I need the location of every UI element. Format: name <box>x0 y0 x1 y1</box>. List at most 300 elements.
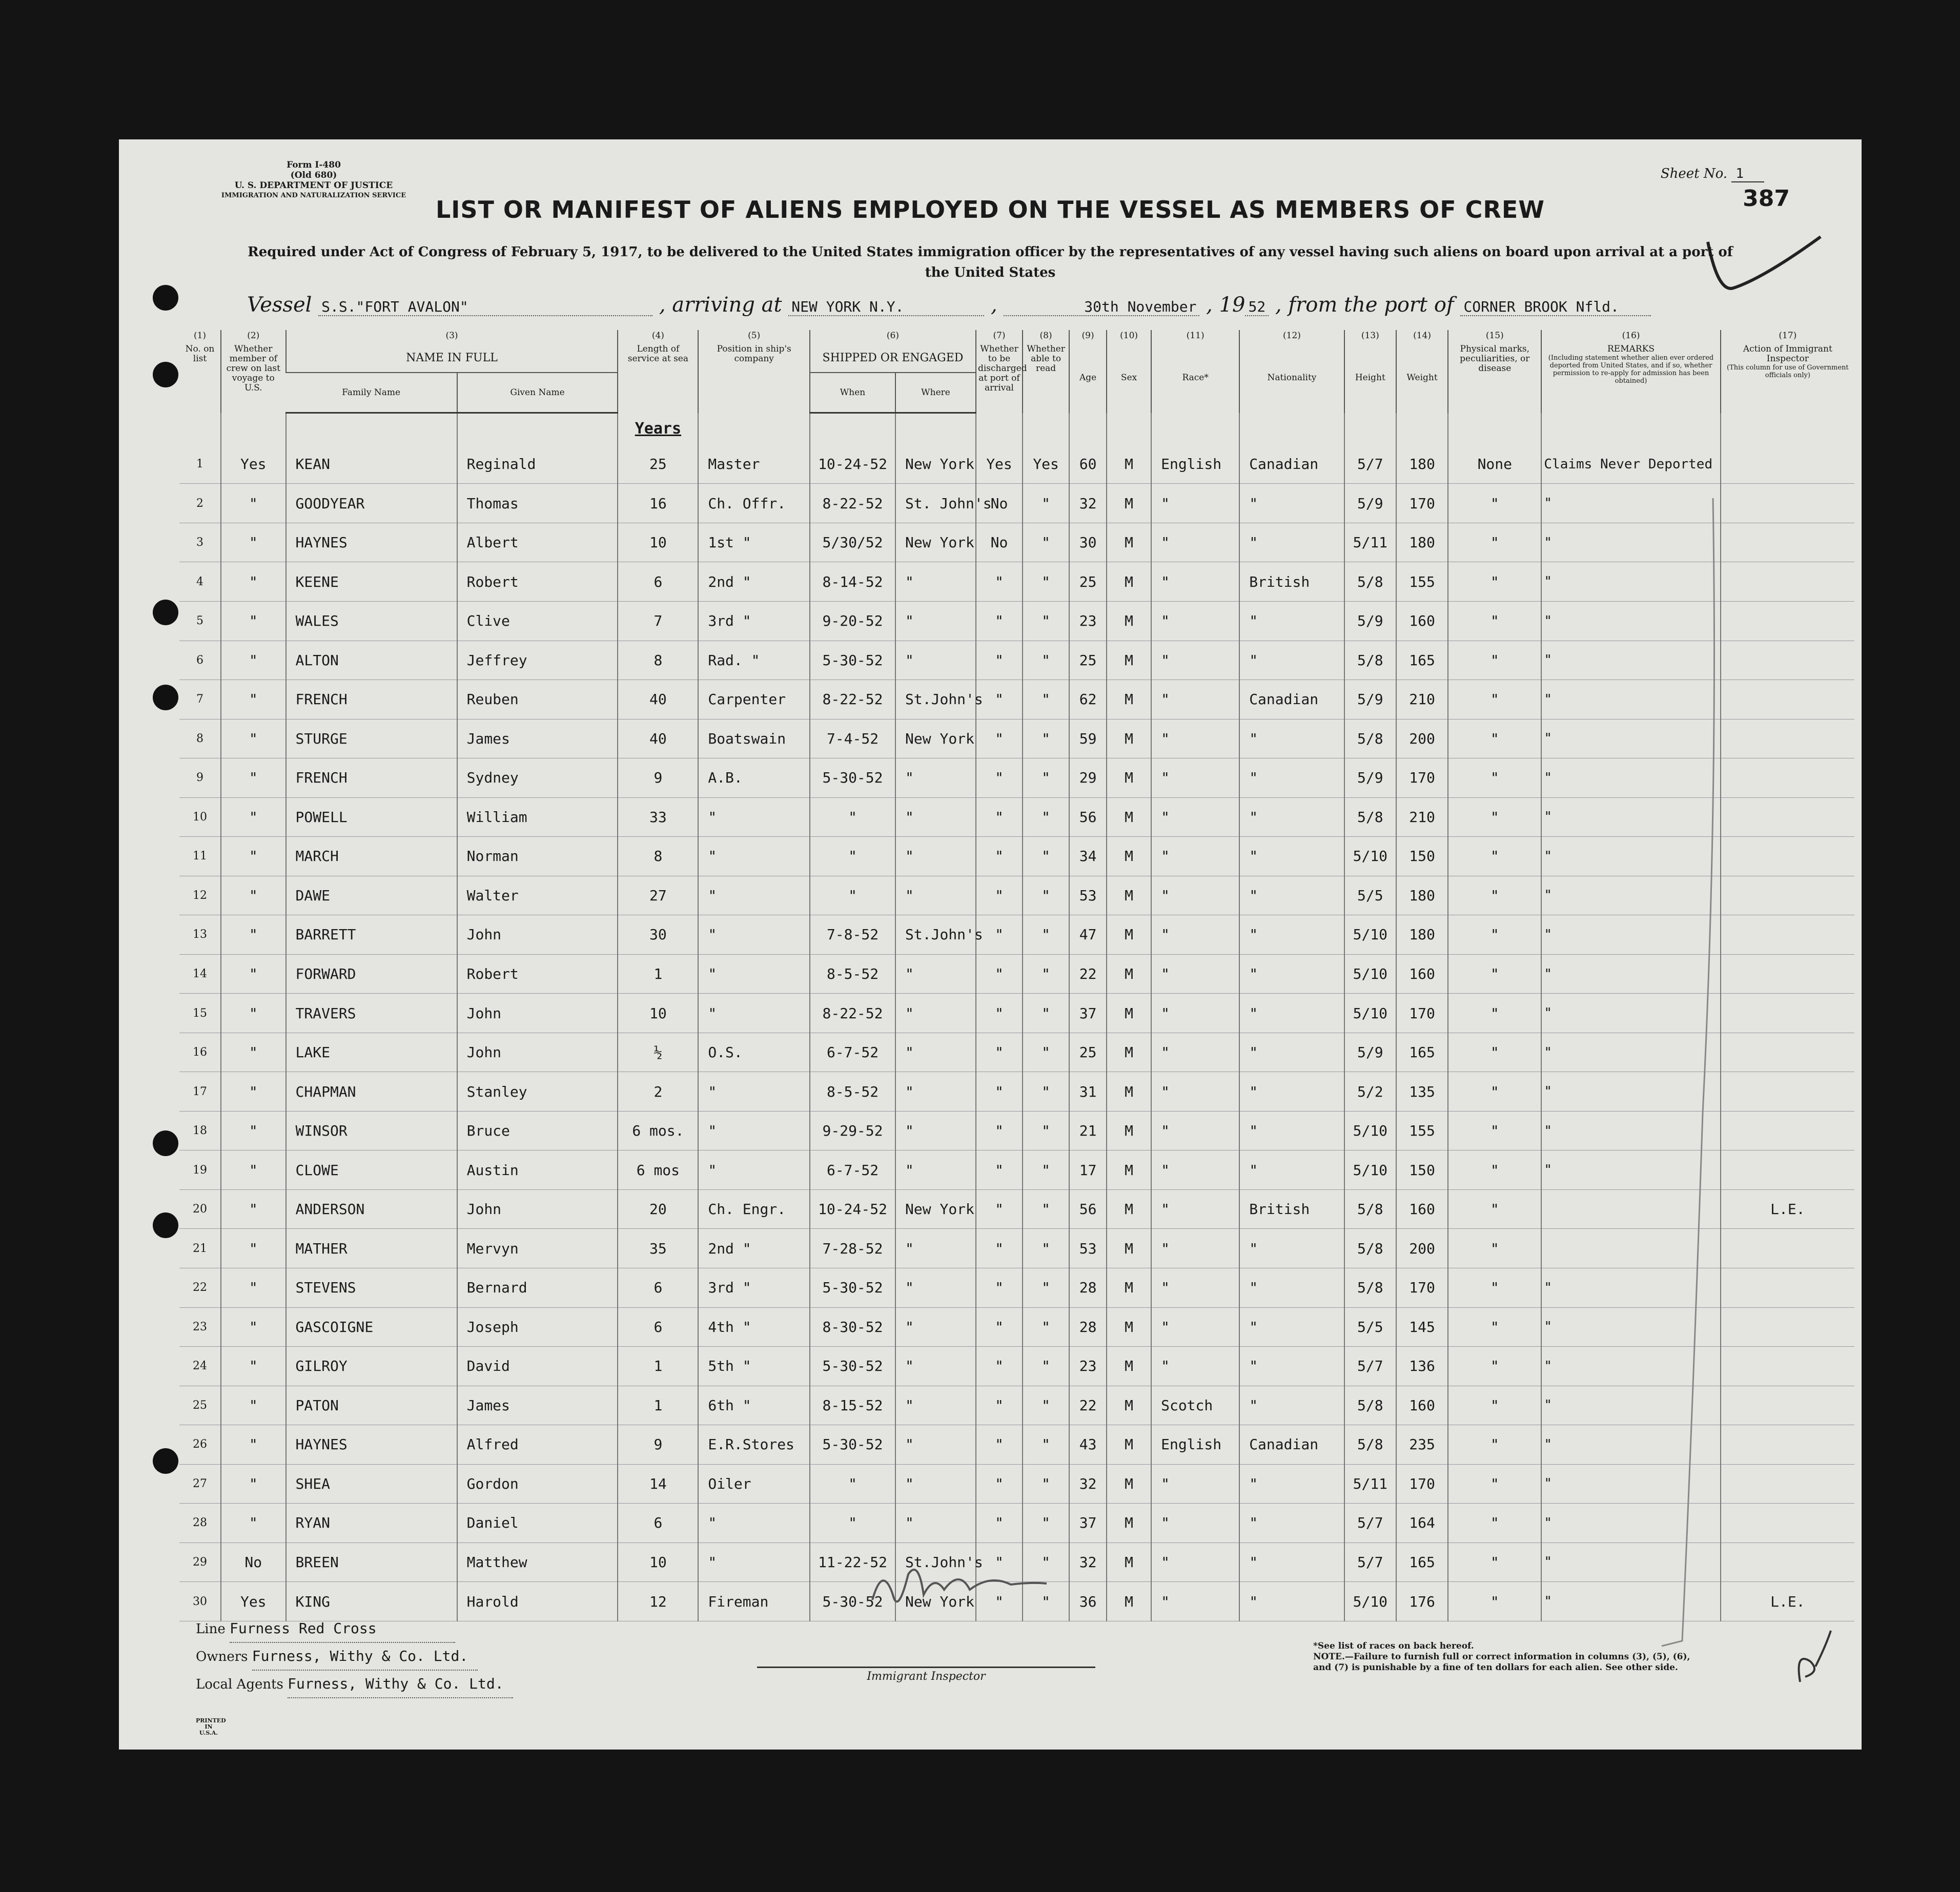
cell-where: New York <box>895 523 976 562</box>
cell-race: " <box>1151 915 1239 955</box>
cell-weight: 170 <box>1396 758 1448 798</box>
cell-length: 1 <box>618 1347 698 1386</box>
cell-remarks: " <box>1541 915 1720 955</box>
cell-nationality: " <box>1239 876 1344 915</box>
cell-sex: M <box>1107 797 1151 837</box>
cell-height: 5/8 <box>1344 1189 1396 1229</box>
cell-physical: " <box>1448 876 1541 915</box>
cell-nationality: " <box>1239 915 1344 955</box>
table-row <box>179 1425 1854 1465</box>
cell-given: Sydney <box>457 758 618 798</box>
cell-member: " <box>221 641 286 680</box>
line-value: Furness Red Cross <box>230 1615 455 1643</box>
cell-length: 6 mos <box>618 1150 698 1190</box>
cell-family: STEVENS <box>286 1268 457 1308</box>
vessel-info: Vessel S.S."FORT AVALON" , arriving at NEW YORK N.Y. , 30th November , 19 52 , from the port of CORNER BROOK Nfld. <box>247 293 1841 319</box>
header-given: Given Name <box>457 373 618 413</box>
cell-family: SHEA <box>286 1464 457 1504</box>
cell-race: English <box>1151 445 1239 484</box>
cell-given: Gordon <box>457 1464 618 1504</box>
cell-when: 7-28-52 <box>810 1229 895 1268</box>
cell-given: Bruce <box>457 1111 618 1150</box>
cell-given: Austin <box>457 1150 618 1190</box>
cell-where: " <box>895 1150 976 1190</box>
cell-action <box>1721 680 1854 719</box>
cell-height: 5/9 <box>1344 601 1396 641</box>
cell-discharged: " <box>976 1111 1023 1150</box>
cell-discharged: " <box>976 758 1023 798</box>
cell-discharged: " <box>976 680 1023 719</box>
cell-read: " <box>1023 758 1069 798</box>
cell-race: " <box>1151 484 1239 523</box>
cell-position: Rad. " <box>698 641 810 680</box>
agents-row <box>196 1671 513 1698</box>
cell-action <box>1721 1464 1854 1504</box>
cell-given: James <box>457 719 618 758</box>
form-identifier <box>180 160 447 201</box>
cell-physical: " <box>1448 1111 1541 1150</box>
cell-nationality: " <box>1239 1033 1344 1072</box>
col-num-16: (16) <box>1541 330 1720 343</box>
cell-remarks: " <box>1541 954 1720 994</box>
header-remarks-note: (Including statement whether alien ever ordered deported from United States, and if so, whether permission to re-apply for admission has been obtained) <box>1548 354 1714 385</box>
from-label: , from the port of <box>1275 293 1454 317</box>
header-row-top <box>179 343 1854 373</box>
cell-where: " <box>895 1072 976 1112</box>
cell-age: 25 <box>1069 562 1107 602</box>
cell-race: Scotch <box>1151 1386 1239 1425</box>
cell-where: " <box>895 1268 976 1308</box>
page-subtitle: Required under Act of Congress of February 5, 1917, to be delivered to the United States immigration officer by the representatives of any vessel having such aliens on board upon arrival at a port of the United States <box>248 244 1733 280</box>
cell-height: 5/7 <box>1344 1347 1396 1386</box>
cell-family: GASCOIGNE <box>286 1307 457 1347</box>
cell-remarks: " <box>1541 484 1720 523</box>
cell-race: " <box>1151 1229 1239 1268</box>
cell-length: 10 <box>618 1543 698 1582</box>
cell-height: 5/2 <box>1344 1072 1396 1112</box>
cell-height: 5/8 <box>1344 641 1396 680</box>
cell-height: 5/7 <box>1344 1543 1396 1582</box>
cell-family: POWELL <box>286 797 457 837</box>
cell-where: St.John's <box>895 680 976 719</box>
cell-length: 9 <box>618 758 698 798</box>
cell-where: " <box>895 1464 976 1504</box>
cell-nationality: " <box>1239 797 1344 837</box>
cell-position: 6th " <box>698 1386 810 1425</box>
cell-position: " <box>698 994 810 1033</box>
cell-no: 3 <box>179 523 221 562</box>
cell-sex: M <box>1107 1347 1151 1386</box>
table-row <box>179 837 1854 876</box>
cell-nationality: " <box>1239 1386 1344 1425</box>
cell-where: " <box>895 1307 976 1347</box>
cell-position: Ch. Engr. <box>698 1189 810 1229</box>
header-no: No. on list <box>185 344 215 364</box>
cell-where: " <box>895 758 976 798</box>
punch-hole <box>153 600 178 625</box>
line-label: Line <box>196 1621 226 1637</box>
years-label-row <box>179 413 1854 445</box>
col-num-11: (11) <box>1151 330 1239 343</box>
cell-weight: 135 <box>1396 1072 1448 1112</box>
cell-where: " <box>895 641 976 680</box>
punch-hole <box>153 685 178 710</box>
header-shipped: SHIPPED OR ENGAGED <box>810 343 976 373</box>
cell-age: 25 <box>1069 1033 1107 1072</box>
cell-length: 10 <box>618 994 698 1033</box>
cell-physical: " <box>1448 837 1541 876</box>
cell-nationality: Canadian <box>1239 445 1344 484</box>
cell-age: 37 <box>1069 1504 1107 1543</box>
cell-race: " <box>1151 1307 1239 1347</box>
vessel-name: S.S."FORT AVALON" <box>318 298 652 316</box>
cell-weight: 180 <box>1396 445 1448 484</box>
table-row <box>179 1464 1854 1504</box>
cell-age: 37 <box>1069 994 1107 1033</box>
cell-physical: " <box>1448 1268 1541 1308</box>
cell-discharged: " <box>976 1033 1023 1072</box>
cell-race: " <box>1151 1464 1239 1504</box>
cell-age: 56 <box>1069 1189 1107 1229</box>
cell-height: 5/8 <box>1344 1229 1396 1268</box>
cell-read: " <box>1023 915 1069 955</box>
table-row <box>179 1150 1854 1190</box>
cell-nationality: " <box>1239 1111 1344 1150</box>
cell-sex: M <box>1107 680 1151 719</box>
cell-weight: 176 <box>1396 1582 1448 1621</box>
cell-given: William <box>457 797 618 837</box>
cell-height: 5/10 <box>1344 1582 1396 1621</box>
cell-height: 5/8 <box>1344 562 1396 602</box>
cell-height: 5/9 <box>1344 758 1396 798</box>
cell-read: " <box>1023 1268 1069 1308</box>
cell-action <box>1721 797 1854 837</box>
cell-given: Robert <box>457 954 618 994</box>
cell-given: Daniel <box>457 1504 618 1543</box>
cell-nationality: " <box>1239 954 1344 994</box>
cell-position: Boatswain <box>698 719 810 758</box>
header-age: Age <box>1069 343 1107 413</box>
cell-remarks: " <box>1541 1464 1720 1504</box>
cell-member: " <box>221 758 286 798</box>
header-name: NAME IN FULL <box>286 343 618 373</box>
cell-action <box>1721 1347 1854 1386</box>
cell-weight: 165 <box>1396 1033 1448 1072</box>
table-row <box>179 1072 1854 1112</box>
line-row <box>196 1615 513 1643</box>
cell-weight: 150 <box>1396 1150 1448 1190</box>
cell-age: 53 <box>1069 876 1107 915</box>
table-row <box>179 1347 1854 1386</box>
cell-height: 5/7 <box>1344 1504 1396 1543</box>
cell-family: LAKE <box>286 1033 457 1072</box>
cell-discharged: " <box>976 837 1023 876</box>
cell-no: 29 <box>179 1543 221 1582</box>
cell-age: 59 <box>1069 719 1107 758</box>
cell-sex: M <box>1107 641 1151 680</box>
cell-read: " <box>1023 1425 1069 1465</box>
cell-no: 1 <box>179 445 221 484</box>
cell-family: HAYNES <box>286 1425 457 1465</box>
header-where: Where <box>895 373 976 413</box>
cell-physical: " <box>1448 758 1541 798</box>
cell-position: Carpenter <box>698 680 810 719</box>
years-label: Years <box>618 413 698 445</box>
cell-length: 40 <box>618 719 698 758</box>
cell-member: " <box>221 1111 286 1150</box>
cell-where: " <box>895 562 976 602</box>
cell-remarks: " <box>1541 641 1720 680</box>
table-row <box>179 1386 1854 1425</box>
cell-read: " <box>1023 680 1069 719</box>
cell-sex: M <box>1107 1033 1151 1072</box>
cell-read: " <box>1023 1307 1069 1347</box>
table-row <box>179 1189 1854 1229</box>
cell-length: 1 <box>618 954 698 994</box>
cell-length: 27 <box>618 876 698 915</box>
cell-read: " <box>1023 1229 1069 1268</box>
cell-height: 5/7 <box>1344 445 1396 484</box>
cell-member: " <box>221 915 286 955</box>
cell-where: " <box>895 954 976 994</box>
cell-position: Ch. Offr. <box>698 484 810 523</box>
cell-action <box>1721 837 1854 876</box>
cell-action <box>1721 523 1854 562</box>
cell-length: 8 <box>618 837 698 876</box>
cell-race: " <box>1151 601 1239 641</box>
cell-action: L.E. <box>1721 1582 1854 1621</box>
form-number: Form I-480 <box>287 160 341 170</box>
cell-discharged: " <box>976 1425 1023 1465</box>
cell-age: 25 <box>1069 641 1107 680</box>
cell-remarks: " <box>1541 994 1720 1033</box>
cell-length: 33 <box>618 797 698 837</box>
cell-length: 7 <box>618 601 698 641</box>
cell-member: " <box>221 1425 286 1465</box>
table-row <box>179 641 1854 680</box>
cell-sex: M <box>1107 484 1151 523</box>
cell-remarks: " <box>1541 523 1720 562</box>
cell-when: " <box>810 876 895 915</box>
cell-weight: 145 <box>1396 1307 1448 1347</box>
cell-family: DAWE <box>286 876 457 915</box>
cell-physical: " <box>1448 1425 1541 1465</box>
cell-length: 9 <box>618 1425 698 1465</box>
cell-nationality: " <box>1239 1582 1344 1621</box>
cell-age: 47 <box>1069 915 1107 955</box>
cell-remarks: " <box>1541 1111 1720 1150</box>
cell-physical: " <box>1448 1307 1541 1347</box>
header-remarks-title: REMARKS <box>1607 344 1655 354</box>
cell-discharged: " <box>976 719 1023 758</box>
cell-age: 32 <box>1069 484 1107 523</box>
cell-action <box>1721 1268 1854 1308</box>
cell-weight: 164 <box>1396 1504 1448 1543</box>
cell-age: 43 <box>1069 1425 1107 1465</box>
cell-physical: " <box>1448 1189 1541 1229</box>
cell-position: Fireman <box>698 1582 810 1621</box>
cell-given: Norman <box>457 837 618 876</box>
cell-where: " <box>895 1425 976 1465</box>
cell-action <box>1721 562 1854 602</box>
cell-when: 8-22-52 <box>810 994 895 1033</box>
remarks-bracket-line <box>1662 498 1723 1677</box>
cell-when: 7-8-52 <box>810 915 895 955</box>
cell-physical: " <box>1448 719 1541 758</box>
cell-read: " <box>1023 994 1069 1033</box>
cell-where: St. John's <box>895 484 976 523</box>
cell-where: " <box>895 994 976 1033</box>
cell-action <box>1721 484 1854 523</box>
cell-age: 21 <box>1069 1111 1107 1150</box>
header-weight: Weight <box>1396 343 1448 413</box>
cell-no: 20 <box>179 1189 221 1229</box>
cell-member: " <box>221 954 286 994</box>
cell-action <box>1721 758 1854 798</box>
cell-member: Yes <box>221 445 286 484</box>
cell-length: 10 <box>618 523 698 562</box>
cell-physical: " <box>1448 1504 1541 1543</box>
col-num-1: (1) <box>193 331 207 341</box>
cell-age: 28 <box>1069 1268 1107 1308</box>
cell-action <box>1721 1150 1854 1190</box>
header-remarks <box>1541 343 1720 413</box>
table-row <box>179 1307 1854 1347</box>
col-num-3: (3) <box>286 330 618 343</box>
cell-when: 8-5-52 <box>810 954 895 994</box>
cell-when: 10-24-52 <box>810 1189 895 1229</box>
cell-family: HAYNES <box>286 523 457 562</box>
header-when: When <box>810 373 895 413</box>
cell-weight: 165 <box>1396 641 1448 680</box>
cell-read: " <box>1023 1464 1069 1504</box>
cell-family: ALTON <box>286 641 457 680</box>
cell-sex: M <box>1107 523 1151 562</box>
cell-sex: M <box>1107 1150 1151 1190</box>
cell-given: Matthew <box>457 1543 618 1582</box>
cell-given: Mervyn <box>457 1229 618 1268</box>
cell-where: " <box>895 1347 976 1386</box>
cell-action <box>1721 1229 1854 1268</box>
cell-race: " <box>1151 641 1239 680</box>
owners-value: Furness, Withy & Co. Ltd. <box>252 1643 478 1671</box>
cell-weight: 210 <box>1396 797 1448 837</box>
cell-length: 6 mos. <box>618 1111 698 1150</box>
cell-no: 10 <box>179 797 221 837</box>
punch-hole <box>153 285 178 311</box>
cell-when: " <box>810 1464 895 1504</box>
cell-when: 8-30-52 <box>810 1307 895 1347</box>
cell-family: CHAPMAN <box>286 1072 457 1112</box>
cell-length: 14 <box>618 1464 698 1504</box>
cell-length: 40 <box>618 680 698 719</box>
cell-length: 16 <box>618 484 698 523</box>
cell-position: 3rd " <box>698 1268 810 1308</box>
cell-race: English <box>1151 1425 1239 1465</box>
cell-age: 32 <box>1069 1464 1107 1504</box>
header-sex: Sex <box>1107 343 1151 413</box>
cell-no: 23 <box>179 1307 221 1347</box>
cell-remarks: " <box>1541 1425 1720 1465</box>
cell-length: 6 <box>618 562 698 602</box>
cell-age: 17 <box>1069 1150 1107 1190</box>
cell-no: 4 <box>179 562 221 602</box>
cell-race: " <box>1151 562 1239 602</box>
cell-height: 5/8 <box>1344 1268 1396 1308</box>
cell-age: 34 <box>1069 837 1107 876</box>
cell-nationality: " <box>1239 994 1344 1033</box>
cell-nationality: " <box>1239 484 1344 523</box>
cell-race: " <box>1151 876 1239 915</box>
owners-label: Owners <box>196 1649 248 1664</box>
table-row <box>179 523 1854 562</box>
cell-nationality: " <box>1239 1307 1344 1347</box>
cell-sex: M <box>1107 758 1151 798</box>
cell-sex: M <box>1107 1543 1151 1582</box>
cell-race: " <box>1151 1347 1239 1386</box>
col-num-7: (7) <box>976 330 1023 343</box>
cell-no: 5 <box>179 601 221 641</box>
cell-position: " <box>698 954 810 994</box>
cell-when: 5/30/52 <box>810 523 895 562</box>
cell-remarks: Claims Never Deported <box>1541 445 1720 484</box>
cell-action <box>1721 1386 1854 1425</box>
cell-remarks: " <box>1541 719 1720 758</box>
cell-remarks: " <box>1541 1543 1720 1582</box>
cell-weight: 235 <box>1396 1425 1448 1465</box>
header-length: Length of service at sea <box>618 343 698 413</box>
cell-nationality: " <box>1239 1268 1344 1308</box>
inspector-initials-signature <box>867 1554 1052 1620</box>
cell-when: 5-30-52 <box>810 1268 895 1308</box>
cell-length: 6 <box>618 1504 698 1543</box>
header-height: Height <box>1344 343 1396 413</box>
cell-given: Stanley <box>457 1072 618 1112</box>
cell-when: 8-5-52 <box>810 1072 895 1112</box>
cell-member: " <box>221 484 286 523</box>
cell-read: " <box>1023 1386 1069 1425</box>
cell-no: 26 <box>179 1425 221 1465</box>
cell-given: Walter <box>457 876 618 915</box>
cell-nationality: British <box>1239 562 1344 602</box>
cell-race: " <box>1151 1543 1239 1582</box>
cell-when: 8-15-52 <box>810 1386 895 1425</box>
cell-member: " <box>221 1464 286 1504</box>
cell-where: " <box>895 876 976 915</box>
cell-length: 30 <box>618 915 698 955</box>
cell-discharged: No <box>976 523 1023 562</box>
cell-nationality: " <box>1239 1229 1344 1268</box>
cell-age: 28 <box>1069 1307 1107 1347</box>
cell-weight: 150 <box>1396 837 1448 876</box>
arrival-date: 30th November <box>1004 298 1199 316</box>
cell-family: BREEN <box>286 1543 457 1582</box>
cell-weight: 170 <box>1396 1268 1448 1308</box>
cell-discharged: " <box>976 1386 1023 1425</box>
table-row <box>179 954 1854 994</box>
cell-remarks: " <box>1541 1307 1720 1347</box>
cell-no: 6 <box>179 641 221 680</box>
cell-discharged: " <box>976 1582 1023 1621</box>
cell-family: CLOWE <box>286 1150 457 1190</box>
cell-race: " <box>1151 1150 1239 1190</box>
cell-physical: " <box>1448 641 1541 680</box>
cell-where: St.John's <box>895 1543 976 1582</box>
cell-remarks: " <box>1541 1072 1720 1112</box>
arriving-label: , arriving at <box>659 293 782 317</box>
table-row <box>179 915 1854 955</box>
cell-discharged: " <box>976 1189 1023 1229</box>
